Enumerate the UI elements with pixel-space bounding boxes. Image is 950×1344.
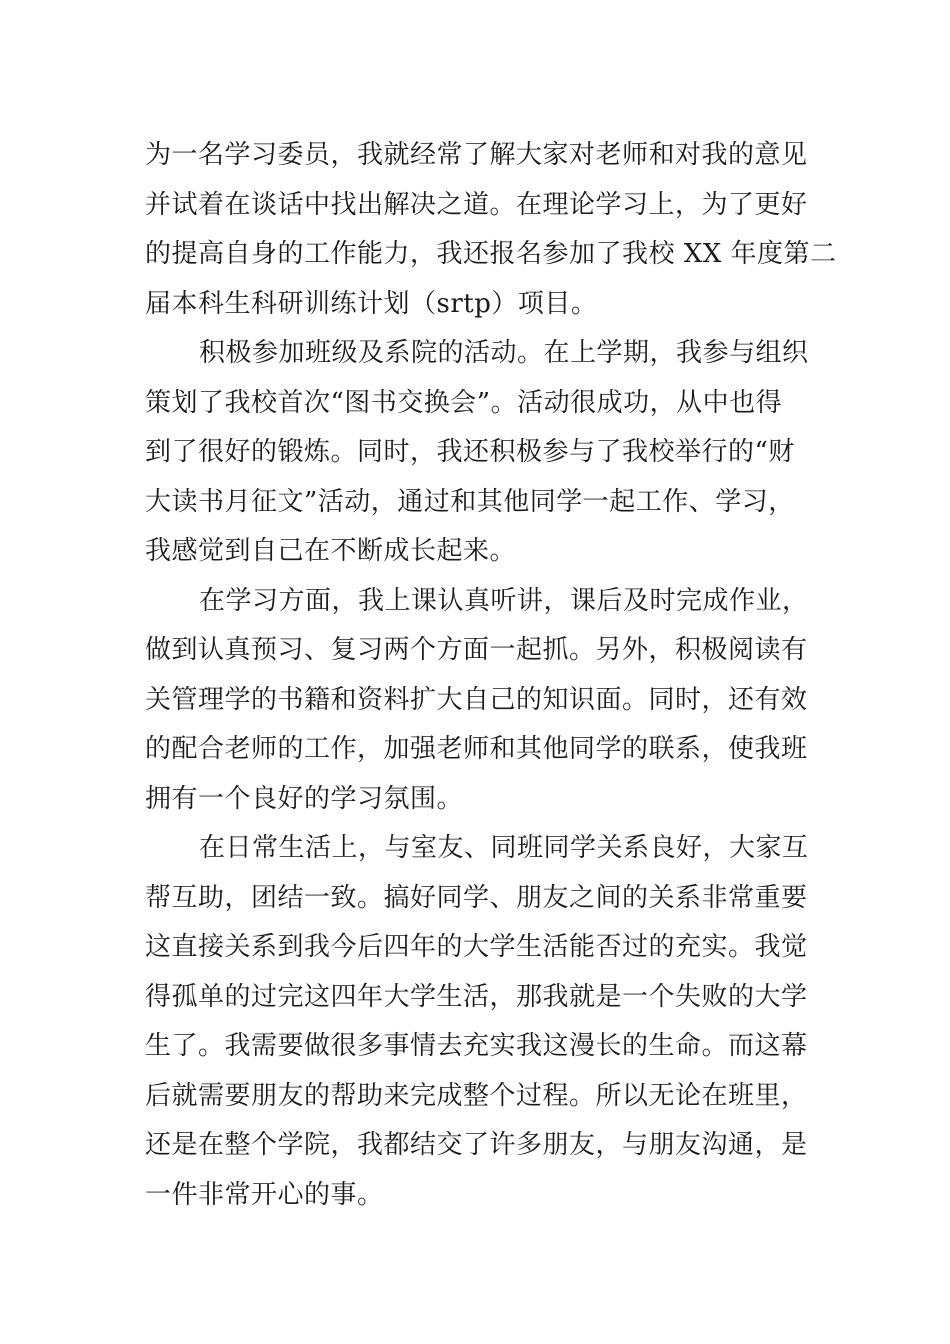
text-line: 积极参加班级及系院的活动。在上学期，我参与组织 [199, 338, 809, 368]
text-line: 这直接关系到我今后四年的大学生活能否过的充实。我觉 [145, 932, 808, 962]
text-line: 还是在整个学院，我都结交了许多朋友，与朋友沟通，是 [145, 1130, 808, 1160]
text-line: 我感觉到自己在不断成长起来。 [145, 536, 517, 566]
text-line: 在日常生活上，与室友、同班同学关系良好，大家互 [199, 833, 809, 863]
text-line: 一件非常开心的事。 [145, 1179, 384, 1210]
text-line: 的配合老师的工作，加强老师和其他同学的联系，使我班 [145, 734, 808, 764]
text-line: 做到认真预习、复习两个方面一起抓。另外，积极阅读有 [145, 635, 808, 665]
paragraph-4 [145, 824, 810, 1220]
text-line: 得孤单的过完这四年大学生活，那我就是一个失败的大学 [145, 981, 808, 1012]
text-line: 为一名学习委员，我就经常了解大家对老师和对我的意见 [145, 140, 808, 170]
text-line: 拥有一个良好的学习氛围。 [145, 783, 464, 814]
text-line: 策划了我校首次“图书交换会”。活动很成功，从中也得 [145, 387, 783, 418]
text-line: 的提高自身的工作能力，我还报名参加了我校 XX 年度第二 [145, 239, 837, 269]
text-line: 关管理学的书籍和资料扩大自己的知识面。同时，还有效 [145, 684, 808, 715]
text-line: 并试着在谈话中找出解决之道。在理论学习上，为了更好 [145, 189, 808, 220]
text-line: 大读书月征文”活动，通过和其他同学一起工作、学习， [145, 486, 795, 517]
text-line: 到了很好的锻炼。同时，我还积极参与了我校举行的“财 [145, 437, 795, 467]
text-line: 届本科生科研训练计划（srtp）项目。 [145, 288, 598, 319]
paragraph-3 [145, 577, 810, 825]
text-line: 在学习方面，我上课认真听讲，课后及时完成作业， [199, 585, 809, 616]
text-line: 帮互助，团结一致。搞好同学、朋友之间的关系非常重要 [145, 882, 808, 913]
text-line: 生了。我需要做很多事情去充实我这漫长的生命。而这幕 [145, 1031, 808, 1061]
document-body [145, 131, 837, 1220]
paragraph-1 [145, 131, 837, 329]
paragraph-2 [145, 329, 810, 577]
text-line: 后就需要朋友的帮助来完成整个过程。所以无论在班里， [145, 1080, 808, 1111]
